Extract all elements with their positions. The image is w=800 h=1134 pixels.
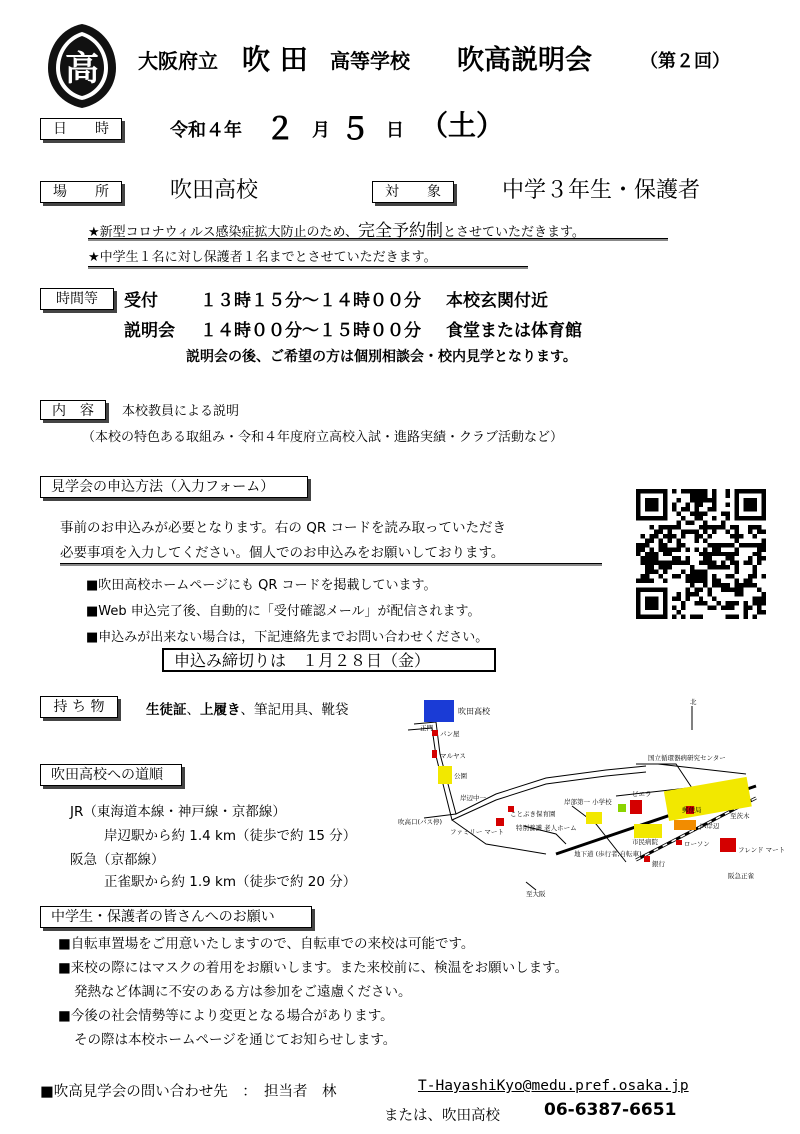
schedule-row2-name: 説明会	[124, 321, 175, 341]
map-label-bus-stop: 吹高口(バス停)	[398, 818, 443, 826]
request-label: 中学生・保護者の皆さんへのお願い	[40, 906, 312, 928]
contact-tel: 06-6387-6651	[544, 1100, 677, 1120]
page-title: 吹高説明会	[457, 45, 592, 76]
map-label-ginko: 銀行	[652, 860, 665, 868]
date-label: 日 時	[40, 118, 122, 140]
map-label-jr-kishibe: JR岸辺	[700, 822, 720, 830]
schedule-row2-place: 食堂または体育館	[446, 321, 582, 341]
request-3: ■今後の社会情勢等により変更となる場合があります。	[58, 1008, 394, 1024]
map-label-park: 公園	[454, 772, 467, 780]
map-label-friend: フレンド マート	[738, 846, 786, 854]
route-hankyu: 阪急（京都線）	[70, 852, 165, 868]
map-label-maruyasu: マルヤス	[440, 752, 466, 760]
content-label: 内 容	[40, 400, 106, 420]
belongings-item-id: 生徒証	[146, 702, 187, 718]
map-label-tokubetsu: 特別養護 老人ホーム	[516, 824, 577, 832]
date-month: ２	[265, 112, 295, 147]
map-label-lawson: ローソン	[684, 840, 710, 848]
map-label-bakery: パン屋	[440, 730, 460, 738]
map-label-osaka: 至大阪	[526, 890, 546, 898]
request-3b: その際は本校ホームページを通じてお知らせします。	[74, 1032, 397, 1048]
contact-label: ■吹高見学会の問い合わせ先 ： 担当者 林	[40, 1084, 337, 1100]
map-label-yubin: 郵便局	[682, 806, 702, 814]
emblem-char: 高	[65, 49, 99, 89]
contact-alt: または、吹田高校	[384, 1108, 500, 1124]
map-label-junkanki: 国立循環器病研究センター	[648, 754, 726, 762]
schedule-after: 説明会の後、ご希望の方は個別相談会・校内見学となります。	[186, 349, 577, 365]
date-era: 令和４年	[170, 120, 242, 141]
apply-bullet-2: ■Web 申込完了後、自動的に「受付確認メール」が配信されます。	[86, 604, 481, 619]
target-value: 中学３年生・保護者	[502, 178, 701, 203]
note-line1-c: とさせていただきます。	[442, 225, 585, 240]
apply-bullet-3: ■申込みが出来ない場合は，下記連絡先までお問い合わせください。	[86, 630, 489, 645]
schedule-row1-name: 受付	[124, 291, 158, 311]
header-school: 吹 田	[242, 43, 308, 76]
qr-code[interactable]	[636, 489, 766, 619]
map-label-kishibe-naka: 岸辺中一	[460, 794, 486, 802]
access-map[interactable]	[396, 694, 786, 900]
date-day: ５	[340, 112, 370, 147]
apply-label: 見学会の申込方法（入力フォーム）	[40, 476, 308, 498]
map-label-kishibe-dai1: 岸部第一 小学校	[564, 798, 612, 806]
header-round: （第２回）	[640, 51, 730, 72]
apply-p2-b: 個人でのお申込みをお願いしております。	[249, 545, 505, 561]
map-label-kotobuki: ことぶき保育園	[510, 810, 556, 818]
apply-bullet-1: ■吹田高校ホームページにも QR コードを掲載しています。	[86, 578, 437, 593]
map-label-north: 北	[690, 698, 697, 706]
contact-email-link[interactable]: T-HayashiKyo@medu.pref.osaka.jp	[418, 1078, 689, 1094]
belongings-sep: 、	[186, 702, 200, 718]
deadline-box: 申込み締切りは １月２８日（金）	[162, 648, 496, 672]
map-label-gate: 正門	[420, 724, 433, 732]
request-2b: 発熱など体調に不安のある方は参加をご遠慮ください。	[74, 984, 412, 1000]
belongings-rest: 、筆記用具、靴袋	[240, 702, 349, 718]
note-line1-a: ★新型コロナウィルス感染症拡大防止のため、	[88, 225, 358, 240]
note-guardian: ★中学生１名に対し保護者１名までとさせていただきます。	[88, 246, 528, 267]
map-label-bizera: ビエラ	[632, 790, 652, 798]
note-line1-b: 完全予約制	[357, 221, 443, 241]
schedule-label: 時間等	[40, 288, 114, 310]
map-label-family-mart: ファミリー マート	[450, 828, 504, 836]
date-day-unit: 日	[386, 120, 404, 141]
request-1: ■自転車置場をご用意いたしますので、自転車での来校は可能です。	[58, 936, 475, 952]
belongings-items	[146, 698, 349, 718]
route-jr-detail: 岸辺駅から約 1.4 km（徒歩で約 15 分）	[104, 828, 357, 844]
header-kind: 高等学校	[330, 49, 410, 73]
belongings-label: 持 ち 物	[40, 696, 118, 718]
date-weekday: （土）	[420, 109, 505, 142]
belongings-item-shoes: 上履き	[200, 702, 241, 718]
map-label-school: 吹田高校	[458, 707, 490, 716]
place-label: 場 所	[40, 181, 122, 203]
apply-p2-a: 必要事項を入力してください。	[60, 545, 249, 561]
route-jr: JR（東海道本線・神戸線・京都線）	[70, 804, 286, 820]
place-value: 吹田高校	[170, 178, 259, 203]
apply-p1: 事前のお申込みが必要となります。右の QR コードを読み取っていただき	[60, 520, 507, 536]
schedule-row1-time: １３時１５分～１４時００分	[200, 291, 421, 311]
map-label-hankyu-shojaku: 阪急正雀	[728, 872, 754, 880]
map-label-shimin: 市民病院	[632, 838, 658, 846]
apply-p2	[60, 541, 602, 564]
map-label-shibaki: 至茨木	[730, 812, 750, 820]
map-school-building	[424, 700, 454, 722]
target-label: 対 象	[372, 181, 454, 203]
map-label-chikadou: 地下道 (歩行者,自転車)	[574, 850, 642, 858]
content-value: 本校教員による説明	[122, 404, 240, 419]
note-reservation	[88, 216, 668, 239]
request-2: ■来校の際にはマスクの着用をお願いします。また来校前に、検温をお願いします。	[58, 960, 569, 976]
header-pref: 大阪府立	[138, 49, 218, 73]
schedule-row2-time: １４時００分～１５時００分	[200, 321, 421, 341]
route-hankyu-detail: 正雀駅から約 1.9 km（徒歩で約 20 分）	[104, 874, 357, 890]
route-label: 吹田高校への道順	[40, 764, 182, 786]
schedule-row1-place: 本校玄関付近	[446, 291, 548, 311]
school-emblem	[42, 20, 122, 110]
date-month-unit: 月	[312, 120, 330, 141]
content-detail: （本校の特色ある取組み・令和４年度府立高校入試・進路実績・クラブ活動など）	[82, 430, 564, 445]
